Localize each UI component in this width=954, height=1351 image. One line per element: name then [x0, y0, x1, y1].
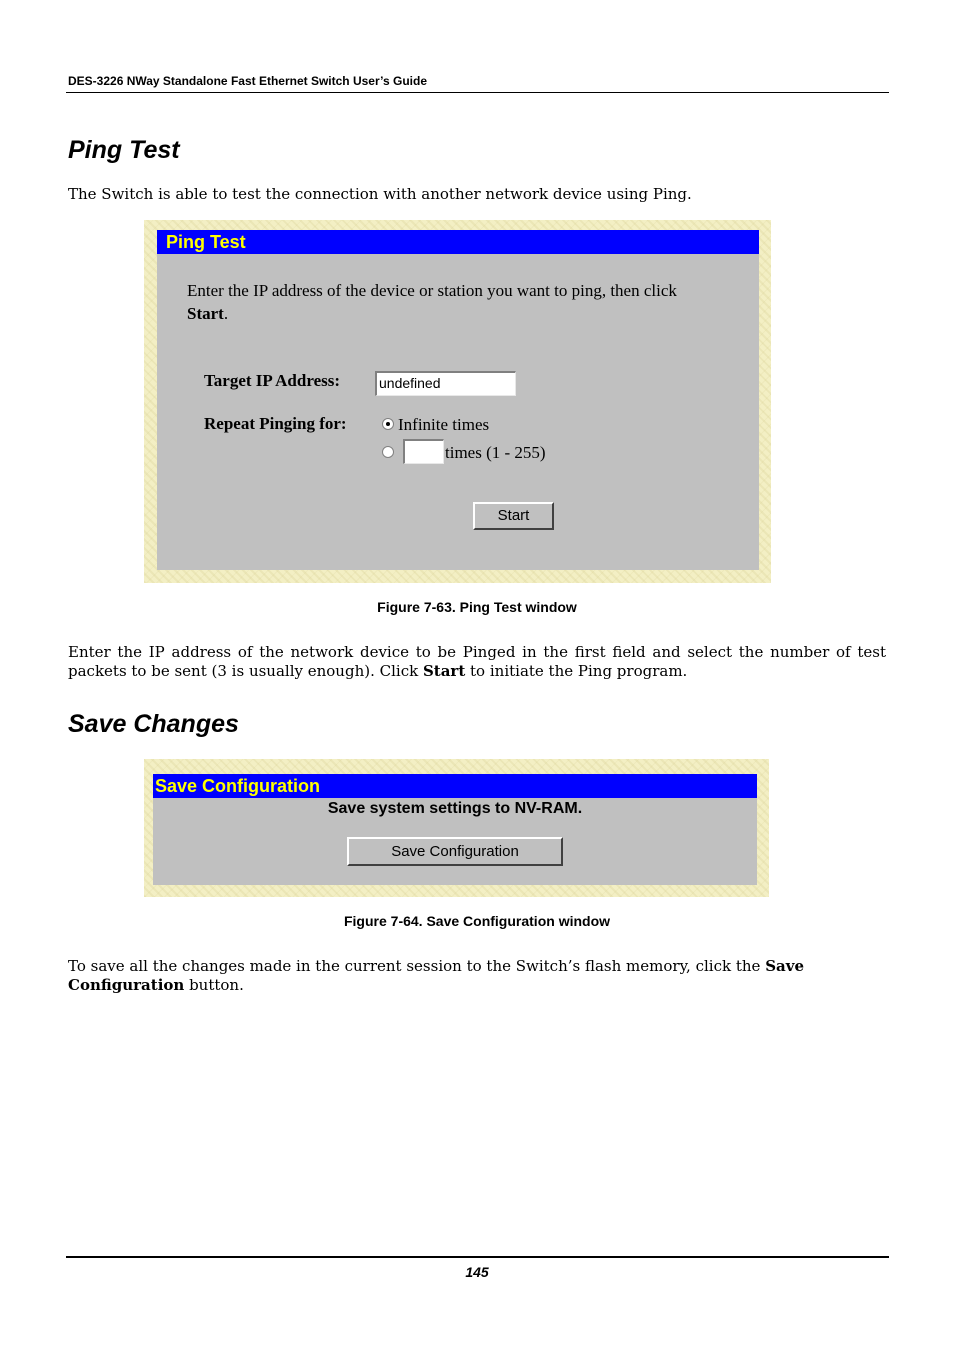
ping-instruction-text: Enter the IP address of the device or station you want to ping, then click — [187, 281, 677, 300]
header-rule — [66, 92, 889, 93]
figure-caption-ping: Figure 7-63. Ping Test window — [377, 599, 577, 615]
page-number: 145 — [465, 1264, 489, 1280]
ping-instruction-period: . — [223, 304, 229, 323]
document-header: DES-3226 NWay Standalone Fast Ethernet Switch User’s Guide — [68, 74, 427, 88]
times-input[interactable] — [403, 439, 444, 464]
ping-test-heading: Ping Test — [68, 136, 180, 164]
ping-test-body — [68, 643, 886, 681]
ping-test-window-title: Ping Test — [157, 230, 759, 254]
save-body-bold: Save Configuration — [68, 957, 804, 994]
save-changes-body — [68, 957, 886, 995]
save-body-text: To save all the changes made in the current session to the Switch’s flash memory, click the — [68, 957, 766, 975]
ping-test-panel — [157, 230, 759, 570]
target-ip-input[interactable]: undefined — [375, 371, 516, 396]
figure-caption-save: Figure 7-64. Save Configuration window — [343, 913, 611, 929]
target-ip-label: Target IP Address: — [204, 371, 341, 390]
repeat-pinging-label: Repeat Pinging for: — [204, 414, 347, 433]
save-config-panel — [153, 774, 757, 885]
save-config-subtitle: Save system settings to NV-RAM. — [327, 800, 583, 817]
radio-infinite[interactable] — [382, 418, 394, 430]
ping-body-start: Start — [422, 662, 466, 680]
ping-body-tail: to initiate the Ping program. — [465, 662, 688, 680]
save-changes-heading: Save Changes — [68, 710, 239, 738]
ping-test-screenshot — [144, 220, 771, 583]
start-button[interactable]: Start — [473, 502, 554, 530]
option-infinite-label: Infinite times — [398, 415, 490, 434]
save-config-screenshot — [144, 759, 769, 897]
save-config-window-title: Save Configuration — [153, 774, 757, 798]
option-times-label: times (1 - 255) — [445, 443, 546, 462]
save-body-tail: button. — [184, 976, 244, 994]
save-configuration-button[interactable]: Save Configuration — [347, 837, 563, 866]
footer-rule — [66, 1256, 889, 1258]
ping-instruction-start: Start — [187, 304, 224, 323]
ping-test-intro: The Switch is able to test the connection with another network device using Ping. — [68, 185, 692, 203]
radio-times[interactable] — [382, 446, 394, 458]
ping-instruction — [187, 279, 747, 325]
ping-body-text: Enter the IP address of the network device to be Pinged in the first field and select the number of test packets to be sent (3 is usually enough). Click — [68, 643, 886, 680]
